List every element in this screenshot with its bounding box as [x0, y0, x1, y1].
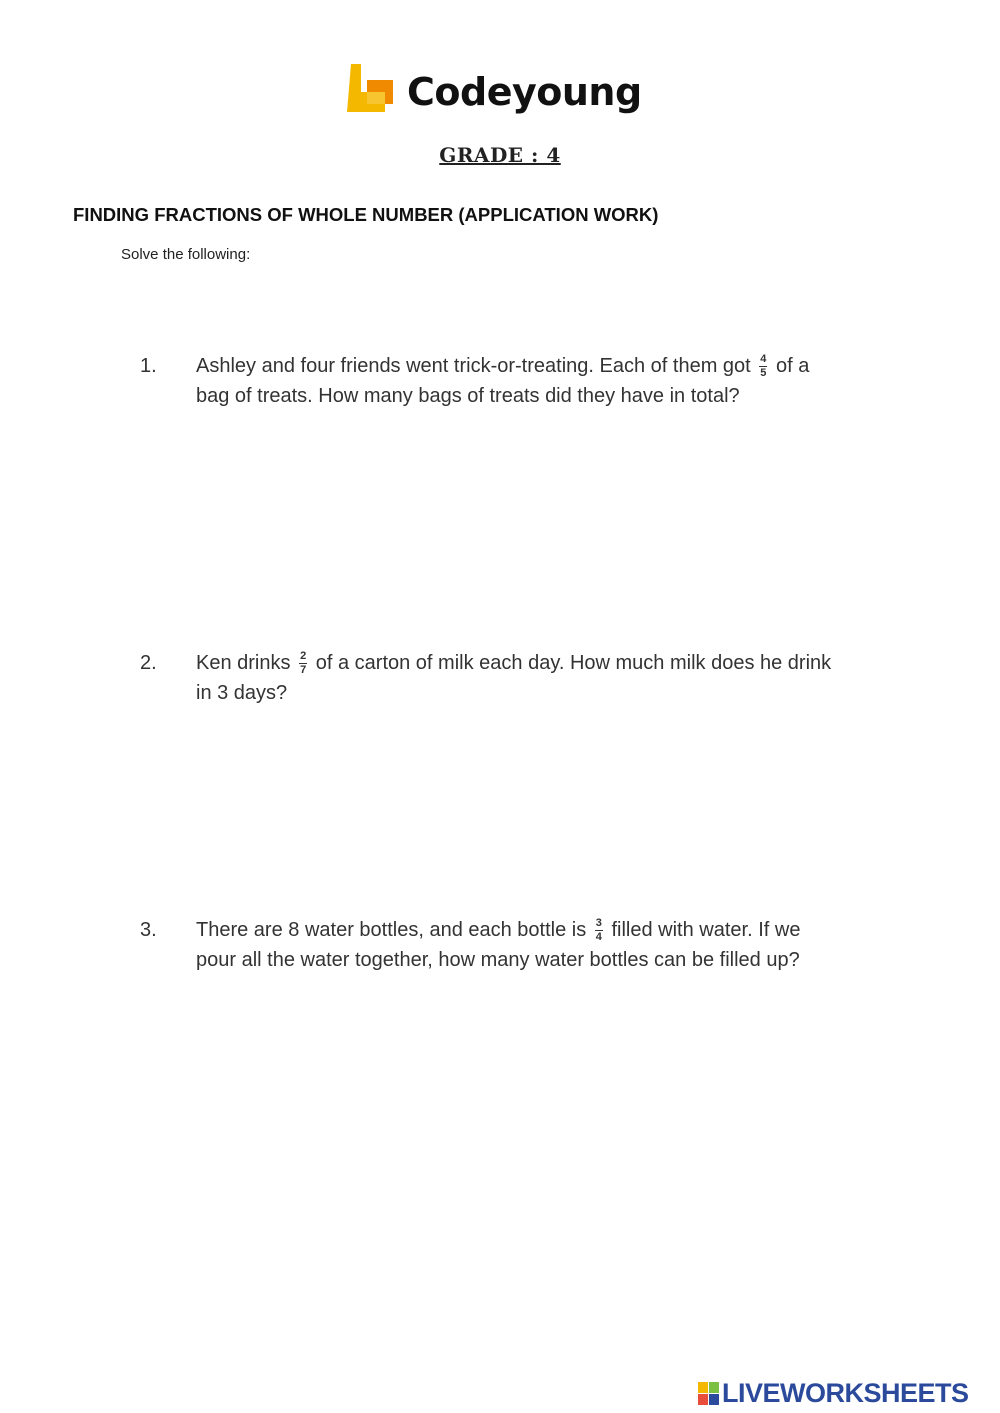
- fraction: $\frac{2}{7}$: [300, 650, 307, 677]
- instruction-text: Solve the following:: [121, 246, 251, 263]
- question-number: 3.: [140, 919, 157, 941]
- question-text: Ken drinks $\frac{2}{7}$ of a carton of milk each day. How much milk does he drink in 3 days?: [196, 650, 832, 704]
- liveworksheets-logo-icon: [698, 1382, 720, 1406]
- fraction: $\frac{4}{5}$: [760, 353, 767, 380]
- fraction: $\frac{3}{4}$: [595, 917, 602, 944]
- grade-heading: GRADE : 4: [439, 143, 561, 167]
- worksheet-title: FINDING FRACTIONS OF WHOLE NUMBER (APPLICATION WORK): [73, 204, 659, 225]
- question-text: Ashley and four friends went trick-or-treating. Each of them got $\frac{4}{5}$ of a bag of treats. How many bags of treats did they have in total?: [196, 353, 810, 407]
- question-text: There are 8 water bottles, and each bottle is $\frac{3}{4}$ filled with water. If we pour all the water together, how many water bottles can be filled up?: [196, 917, 801, 971]
- logo-text: Codeyoung: [407, 70, 642, 114]
- codeyoung-logo-icon: [345, 62, 401, 116]
- codeyoung-logo: [345, 62, 665, 124]
- question-number: 1.: [140, 355, 157, 377]
- question-number: 2.: [140, 652, 157, 674]
- liveworksheets-watermark: [698, 1378, 998, 1410]
- watermark-text: LIVEWORKSHEETS: [722, 1378, 969, 1408]
